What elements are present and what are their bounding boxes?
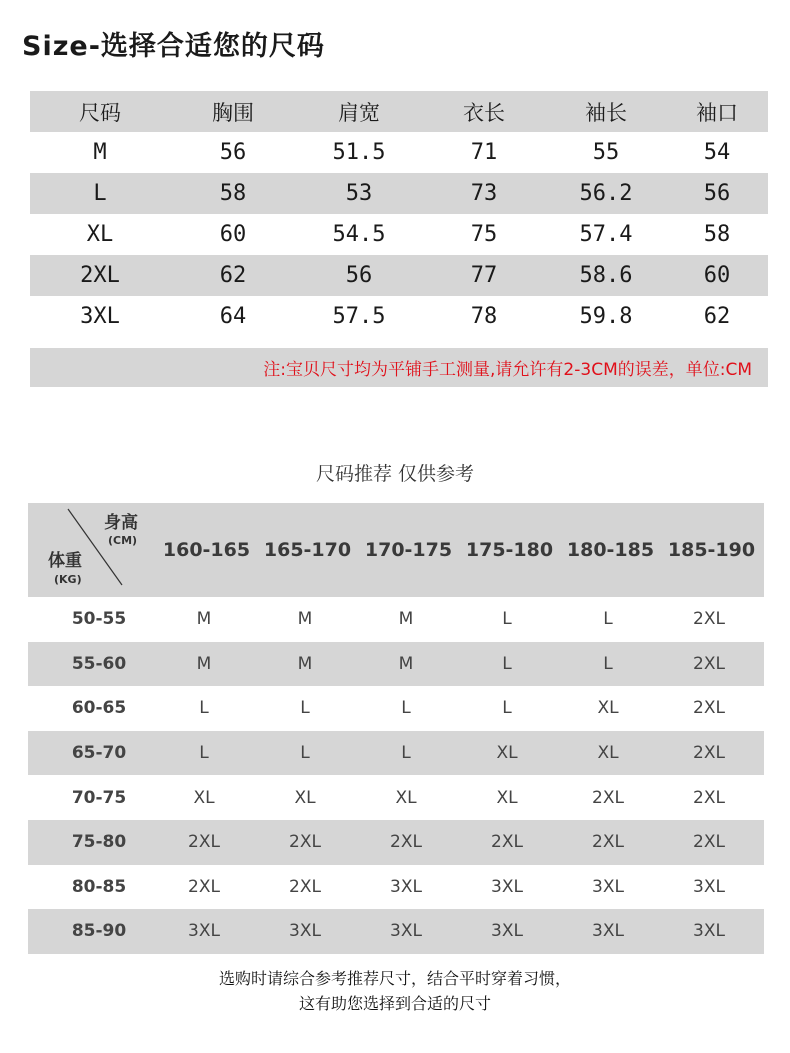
recommended-size: 2XL [693,787,725,808]
size-cell: 胸围 [212,100,254,125]
recommended-size: L [502,698,512,719]
size-cell: L [93,181,107,206]
recommended-size: 3XL [693,921,725,942]
size-cell: 73 [470,181,498,206]
recommended-size: L [199,698,209,719]
size-cell: 袖长 [585,100,627,125]
size-cell: 58 [219,181,247,206]
weight-range: 60-65 [71,698,127,719]
recommended-size: L [300,743,310,764]
size-cell: 肩宽 [338,100,380,125]
size-cell: 衣长 [463,100,505,125]
recommend-row [28,909,764,954]
height-range-header: 175-180 [465,539,554,561]
footer-line-2: 这有助您选择到合适的尺寸 [298,994,491,1013]
recommend-row [28,820,764,865]
recommended-size: 2XL [693,698,725,719]
recommended-size: M [398,653,414,674]
recommended-size: M [196,653,212,674]
recommended-size: L [401,698,411,719]
recommended-size: L [502,653,512,674]
recommended-size: 2XL [592,787,624,808]
size-cell: 75 [470,222,498,247]
page-title: Size-选择合适您的尺码 [22,31,325,62]
size-cell: 56 [345,263,373,288]
recommended-size: 3XL [188,921,220,942]
recommended-size: XL [597,743,619,764]
footer-line-1: 选购时请综合参考推荐尺寸，结合平时穿着习惯， [218,969,571,988]
size-table-row [30,214,768,255]
size-cell: XL [86,222,114,247]
recommended-size: 3XL [491,921,523,942]
recommended-size: 3XL [289,921,321,942]
size-cell: 54.5 [332,222,386,247]
height-range-header: 170-175 [364,539,453,561]
weight-range: 75-80 [71,832,127,853]
recommended-size: L [199,743,209,764]
recommended-size: M [297,609,313,630]
recommended-size: 3XL [491,876,523,897]
weight-range: 65-70 [71,743,127,764]
size-cell: 58 [703,222,731,247]
recommend-row [28,775,764,820]
footer-advice [0,966,790,1016]
recommended-size: 2XL [693,832,725,853]
recommended-size: XL [597,698,619,719]
diagonal-header-cell [28,503,158,597]
size-cell: 54 [703,140,731,165]
recommended-size: 3XL [390,921,422,942]
recommended-size: 2XL [592,832,624,853]
recommend-row [28,642,764,687]
size-cell: 62 [703,304,731,329]
size-cell: 71 [470,140,498,165]
size-cell: 袖口 [696,100,738,125]
size-cell: 53 [345,181,373,206]
recommended-size: L [603,609,613,630]
recommended-size: L [300,698,310,719]
size-table-row [30,173,768,214]
recommended-size: XL [395,787,417,808]
recommend-table-header [28,503,764,597]
recommended-size: M [297,653,313,674]
recommended-size: 2XL [693,743,725,764]
weight-range: 55-60 [71,653,127,674]
size-cell: 56 [219,140,247,165]
size-table-header-row [30,91,768,132]
recommended-size: 3XL [592,876,624,897]
recommended-size: 3XL [693,876,725,897]
weight-label: 体重 [48,551,82,571]
size-cell: 60 [703,263,731,288]
size-cell: 尺码 [79,100,121,125]
size-cell: 78 [470,304,498,329]
note-bar [30,348,768,387]
recommended-size: XL [294,787,316,808]
recommend-row [28,731,764,776]
weight-range: 70-75 [71,787,127,808]
size-table-row [30,132,768,173]
size-cell: 56.2 [579,181,633,206]
recommended-size: XL [193,787,215,808]
recommend-row [28,597,764,642]
recommended-size: 3XL [390,876,422,897]
height-range-header: 180-185 [566,539,655,561]
height-range-header: 185-190 [667,539,756,561]
recommended-size: 2XL [188,832,220,853]
recommend-table-body [28,597,764,954]
size-cell: 56 [703,181,731,206]
recommend-title: 尺码推荐 仅供参考 [315,463,475,485]
recommended-size: 2XL [289,876,321,897]
weight-range: 50-55 [71,609,127,630]
recommended-size: 2XL [390,832,422,853]
size-cell: 57.5 [332,304,386,329]
size-cell: 60 [219,222,247,247]
recommend-row [28,865,764,910]
recommended-size: L [401,743,411,764]
size-cell: M [93,140,107,165]
size-cell: 3XL [80,304,120,329]
weight-range: 80-85 [71,876,127,897]
recommended-size: L [502,609,512,630]
recommended-size: 2XL [188,876,220,897]
size-cell: 77 [470,263,498,288]
recommended-size: M [196,609,212,630]
size-table [30,91,768,337]
recommend-row [28,686,764,731]
size-cell: 57.4 [579,222,633,247]
recommended-size: XL [496,743,518,764]
height-unit: (CM) [108,534,138,547]
size-cell: 2XL [80,263,120,288]
size-cell: 59.8 [579,304,633,329]
weight-range: 85-90 [71,921,127,942]
size-cell: 64 [219,304,247,329]
weight-unit: (KG) [54,573,82,586]
recommended-size: 2XL [289,832,321,853]
size-table-row [30,255,768,296]
recommended-size: 2XL [491,832,523,853]
height-label: 身高 [104,513,138,533]
size-cell: 51.5 [332,140,386,165]
recommended-size: L [603,653,613,674]
recommended-size: 3XL [592,921,624,942]
size-cell: 62 [219,263,247,288]
size-cell: 55 [592,140,620,165]
recommended-size: M [398,609,414,630]
height-range-header: 160-165 [162,539,251,561]
measurement-note: 注:宝贝尺寸均为平铺手工测量,请允许有2-3CM的误差，单位:CM [263,360,752,380]
height-range-header: 165-170 [263,539,352,561]
recommended-size: 2XL [693,653,725,674]
recommended-size: 2XL [693,609,725,630]
size-cell: 58.6 [579,263,633,288]
size-table-row [30,296,768,337]
recommended-size: XL [496,787,518,808]
